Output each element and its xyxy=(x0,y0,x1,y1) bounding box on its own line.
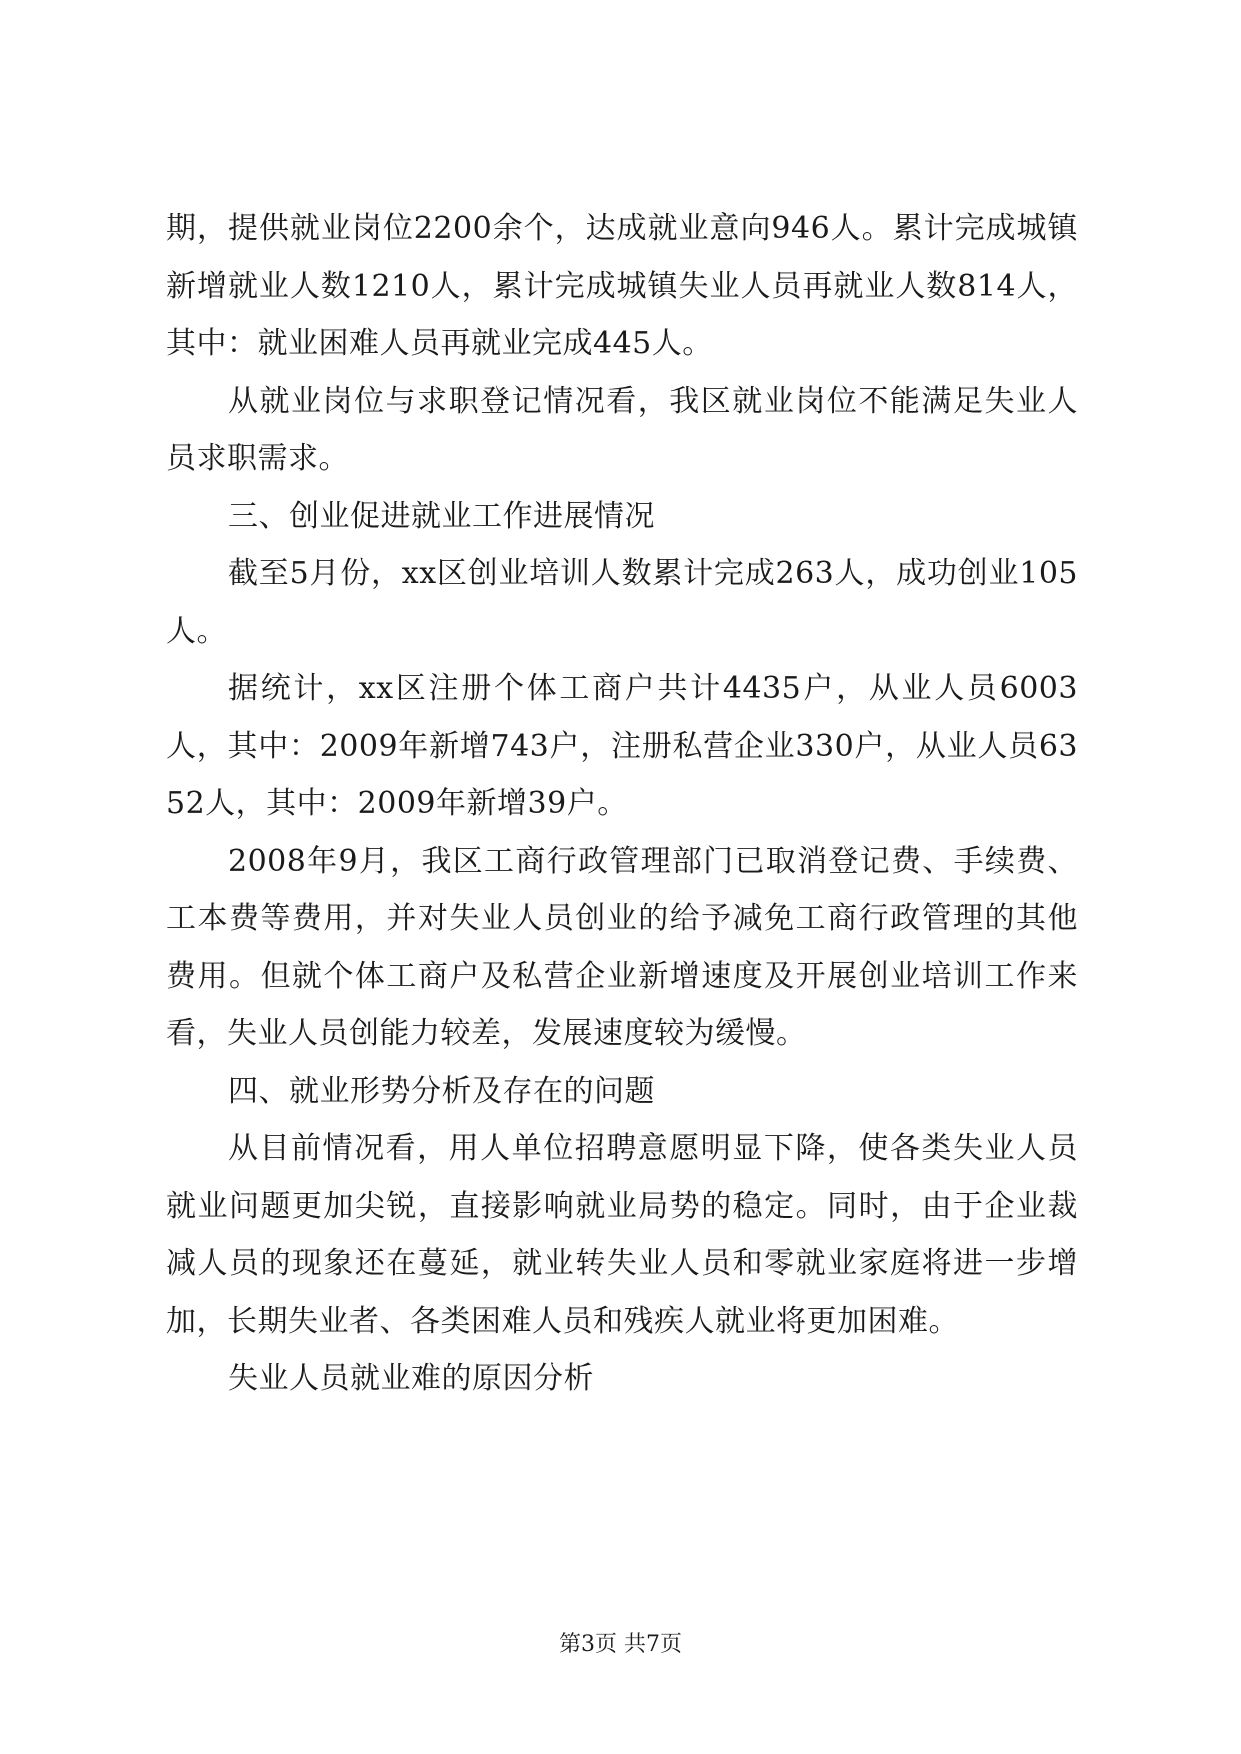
paragraph-situation: 从目前情况看，用人单位招聘意愿明显下降，使各类失业人员就业问题更加尖锐，直接影响就业局势的稳定。同时，由于企业裁减人员的现象还在蔓延，就业转失业人员和零就业家庭将进一步增加，长期失业者、各类困难人员和残疾人就业将更加困难。 xyxy=(166,1131,1078,1339)
document-body xyxy=(166,200,1078,1408)
paragraph-training: 截至5月份，xx区创业培训人数累计完成263人，成功创业105人。 xyxy=(166,556,1078,649)
section-heading-3: 三、创业促进就业工作进展情况 xyxy=(228,498,655,534)
paragraph-fees: 2008年9月，我区工商行政管理部门已取消登记费、手续费、工本费等费用，并对失业人员创业的给予减免工商行政管理的其他费用。但就个体工商户及私营企业新增速度及开展创业培训工作来看，失业人员创能力较差，发展速度较为缓慢。 xyxy=(166,843,1078,1051)
section-heading-4: 四、就业形势分析及存在的问题 xyxy=(228,1073,655,1109)
page-total: 共7页 xyxy=(624,1632,682,1657)
page-footer xyxy=(0,1630,1241,1660)
paragraph-statistics: 据统计，xx区注册个体工商户共计4435户，从业人员6003人，其中：2009年新增743户，注册私营企业330户，从业人员6352人，其中：2009年新增39户。 xyxy=(166,671,1078,821)
paragraph-job-posts: 从就业岗位与求职登记情况看，我区就业岗位不能满足失业人员求职需求。 xyxy=(166,383,1078,476)
paragraph-continued: 期，提供就业岗位2200余个，达成就业意向946人。累计完成城镇新增就业人数1210人，累计完成城镇失业人员再就业人数814人，其中：就业困难人员再就业完成445人。 xyxy=(166,211,1078,361)
page-number: 第3页 xyxy=(559,1632,617,1657)
subheading-cause-analysis: 失业人员就业难的原因分析 xyxy=(228,1361,594,1396)
